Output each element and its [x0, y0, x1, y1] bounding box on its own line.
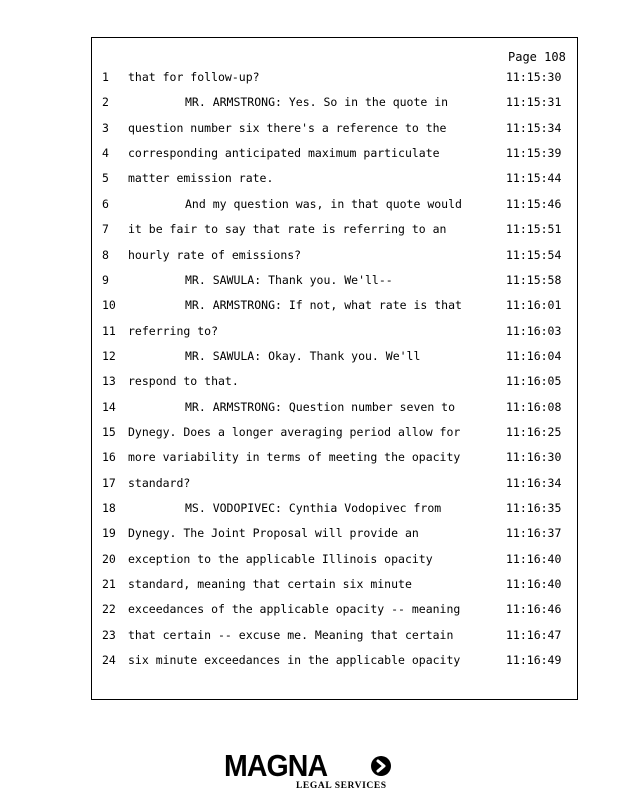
line-number: 4 [102, 146, 109, 161]
transcript-line [0, 424, 618, 440]
line-number: 12 [102, 348, 116, 363]
line-text: more variability in terms of meeting the opacity [128, 450, 461, 465]
line-text: corresponding anticipated maximum particulate [128, 146, 440, 161]
line-number: 8 [102, 247, 109, 262]
line-timestamp: 11:16:35 [506, 501, 562, 515]
line-number: 15 [102, 424, 116, 439]
line-number: 11 [102, 323, 116, 338]
line-text: respond to that. [128, 374, 239, 389]
transcript-line [0, 601, 618, 617]
line-text: MR. ARMSTRONG: Question number seven to [185, 399, 456, 414]
transcript-line [0, 247, 618, 263]
line-timestamp: 11:15:44 [506, 171, 562, 186]
line-number: 3 [102, 120, 109, 135]
line-timestamp: 11:16:47 [506, 627, 562, 642]
line-number: 18 [102, 501, 116, 515]
line-number: 23 [102, 627, 116, 642]
line-timestamp: 11:15:39 [506, 146, 562, 161]
line-timestamp: 11:15:54 [506, 247, 562, 262]
line-timestamp: 11:15:34 [506, 120, 562, 135]
line-timestamp: 11:16:49 [506, 653, 562, 668]
transcript-line [0, 196, 618, 212]
transcript-line [0, 297, 618, 313]
line-text: MR. SAWULA: Thank you. We'll-- [185, 272, 393, 287]
transcript-line [0, 500, 618, 516]
transcript-line [0, 399, 618, 415]
line-number: 16 [102, 450, 116, 465]
line-text: Dynegy. The Joint Proposal will provide an [128, 526, 419, 541]
magna-logo [224, 749, 396, 793]
line-timestamp: 11:16:08 [506, 399, 562, 414]
line-number: 13 [102, 374, 116, 389]
line-timestamp: 11:16:40 [506, 551, 562, 566]
transcript-line [0, 272, 618, 288]
line-number: 22 [102, 602, 116, 617]
line-text: referring to? [128, 323, 219, 338]
line-text: standard? [128, 475, 191, 490]
transcript-line [0, 627, 618, 643]
line-number: 1 [102, 70, 109, 84]
line-text: matter emission rate. [128, 171, 274, 186]
transcript-line [0, 475, 618, 491]
line-timestamp: 11:16:34 [506, 475, 562, 490]
transcript-line [0, 449, 618, 465]
line-number: 14 [102, 399, 116, 414]
line-text: exceedances of the applicable opacity -- meaning [128, 602, 461, 617]
transcript-line [0, 576, 618, 592]
line-text: MR. ARMSTRONG: Yes. So in the quote in [185, 95, 449, 110]
transcript-line [0, 323, 618, 339]
line-text: MS. VODOPIVEC: Cynthia Vodopivec from [185, 501, 442, 515]
line-timestamp: 11:16:25 [506, 424, 562, 439]
line-number: 10 [102, 298, 116, 313]
transcript-line [0, 525, 618, 541]
line-timestamp: 11:16:30 [506, 450, 562, 465]
line-timestamp: 11:16:05 [506, 374, 562, 389]
line-text: And my question was, in that quote would [185, 196, 462, 211]
line-timestamp: 11:16:01 [506, 298, 562, 313]
transcript-line [0, 94, 618, 110]
line-timestamp: 11:16:37 [506, 526, 562, 541]
transcript-line [0, 652, 618, 668]
line-text: standard, meaning that certain six minute [128, 577, 412, 591]
line-text: that certain -- excuse me. Meaning that certain [128, 627, 454, 642]
line-number: 24 [102, 653, 116, 668]
line-text: six minute exceedances in the applicable opacity [128, 653, 461, 668]
transcript-line [0, 221, 618, 237]
line-number: 17 [102, 475, 116, 490]
line-timestamp: 11:15:51 [506, 222, 562, 237]
line-timestamp: 11:15:31 [506, 95, 562, 110]
line-number: 5 [102, 171, 109, 186]
transcript-line [0, 145, 618, 161]
line-number: 20 [102, 551, 116, 566]
line-number: 6 [102, 196, 109, 211]
line-timestamp: 11:15:46 [506, 196, 562, 211]
line-number: 9 [102, 272, 109, 287]
logo-wordmark: MAGNA [224, 748, 328, 783]
line-text: exception to the applicable Illinois opacity [128, 551, 433, 566]
line-timestamp: 11:16:03 [506, 323, 562, 338]
page-number: Page 108 [508, 50, 566, 64]
line-text: MR. ARMSTRONG: If not, what rate is that [185, 298, 462, 313]
transcript-line [0, 120, 618, 136]
line-number: 7 [102, 222, 109, 237]
line-number: 2 [102, 95, 109, 110]
line-timestamp: 11:16:04 [506, 348, 562, 363]
arrow-circle-icon [371, 756, 391, 776]
transcript-line [0, 373, 618, 389]
logo-subtitle: LEGAL SERVICES [296, 781, 387, 791]
line-text: question number six there's a reference to the [128, 120, 447, 135]
line-text: that for follow-up? [128, 70, 260, 84]
transcript-line [0, 170, 618, 186]
line-timestamp: 11:16:46 [506, 602, 562, 617]
transcript-line [0, 69, 618, 85]
transcript-line [0, 551, 618, 567]
line-number: 21 [102, 577, 116, 591]
line-timestamp: 11:15:30 [506, 70, 562, 84]
line-text: MR. SAWULA: Okay. Thank you. We'll [185, 348, 421, 363]
line-number: 19 [102, 526, 116, 541]
line-timestamp: 11:15:58 [506, 272, 562, 287]
transcript-line [0, 348, 618, 364]
line-text: it be fair to say that rate is referring to an [128, 222, 447, 237]
line-text: Dynegy. Does a longer averaging period allow for [128, 424, 461, 439]
line-timestamp: 11:16:40 [506, 577, 562, 591]
line-text: hourly rate of emissions? [128, 247, 302, 262]
